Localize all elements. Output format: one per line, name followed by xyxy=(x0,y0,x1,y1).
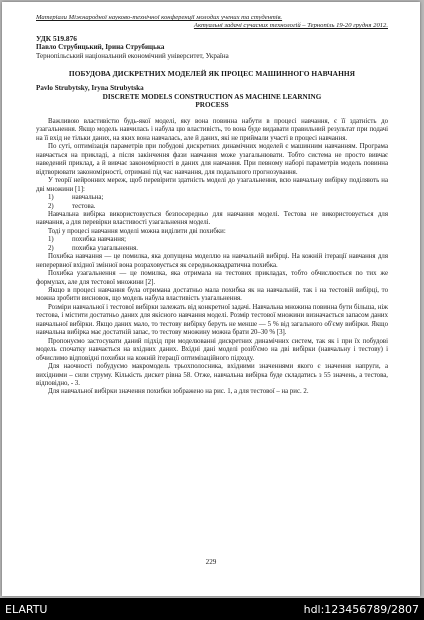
paragraph: По суті, оптимізація параметрів при побудові дискретних динамічних моделей є машинним навчанням. Програма навчається на прикладі, а після закінчення фази навчання може узагальнювати. Тобто система не просто вивчає наведений приклад, а й вивчає закономірності в даних для навчання. При певному наборі параметрів модель повинна відтворювати закономірності, отримані під час навчання, для подальшого прогнозування. xyxy=(36,143,388,176)
paragraph: Якщо в процесі навчання була отримана достатньо мала похибка як на навчальній, так і на тестовій вибірці, то можна зробити висновок, що модель набула властивість узагальнення. xyxy=(36,287,388,303)
authors-ukrainian: Павло Струбицький, Ірина Струбицька xyxy=(36,43,165,51)
paragraph: Для навчальної вибірки значення похибки зображено на рис. 1, а для тестової – на рис. 2. xyxy=(48,388,309,396)
list-text: похибка навчання; xyxy=(72,236,126,244)
header-line-2: Актуальні задачі сучасних технологій – Тернопіль 19-20 грудня 2012. xyxy=(193,22,388,29)
paragraph: Тоді у процесі навчання моделі можна виділити дві похибки: xyxy=(48,227,226,235)
title-ukrainian: ПОБУДОВА ДИСКРЕТНИХ МОДЕЛЕЙ ЯК ПРОЦЕС МАШИННОГО НАВЧАННЯ xyxy=(68,69,356,79)
paragraph: Для наочності побудуємо макромодель трьохполосника, вхідними значеннями якого є значення напруги, а вихідними – сили струму. Кількість дискет рівна 58. Отже, навчальна вибірка буде складатись з 55 значень, а тестова, відповідно, - 3. xyxy=(36,363,388,388)
paragraph: У теорії нейронних мереж, щоб перевірити здатність моделі до узагальнення, всю навчальну вибірку поділяють на дві множини [1]: xyxy=(36,177,388,193)
title-english-line-2: PROCESS xyxy=(195,101,229,110)
handle-identifier: hdl:123456789/2807 xyxy=(303,603,419,616)
body-text xyxy=(36,118,388,397)
conference-header xyxy=(36,14,388,30)
udk-code: УДК 519.876 xyxy=(36,34,77,43)
list-number: 2) xyxy=(48,244,54,252)
title-english-line-1: DISCRETE MODELS CONSTRUCTION AS MACHINE LEARNING xyxy=(102,92,322,101)
list-text: похибка узагальнення. xyxy=(72,244,138,252)
paragraph: Похибка узагальнення — це помилка, яка отримала на тестових прикладах, тобто обчислюється по тих же формулах, але для тестової множини [2]. xyxy=(36,270,388,286)
paragraph: Розміри навчальної і тестової вибірки залежать від конкретної задачі. Навчальна множина повинна бути більша, ніж тестова, і містити достатньо даних для якісного навчання моделі. Розмір тестової множини визначається запасом даних навчальної вибірки. Якщо даних мало, то тестову вибірку беруть не менше — 5 % від загального об'єму вибірки. Якщо навчальна вибірка має достатній запас, то тестову множину можна брати 20–30 % [3]. xyxy=(36,303,388,337)
paragraph: Пропонуємо застосувати даний підхід при моделюванні дискретних динамічних систем, так як і при їх побудові модель спочатку навчається на вхідних даних. Вхідні дані моделі розіб'ємо на дві вибірки (навчальну і тестову) і обчислимо відповідні похибки на кожній ітерації оптимізаційного підходу. xyxy=(36,337,388,362)
list-item xyxy=(36,245,388,253)
authors-english: Pavlo Strubytsky, Iryna Strubytska xyxy=(36,84,144,93)
repository-name: ELARTU xyxy=(5,603,48,616)
document-page xyxy=(2,2,420,596)
list-text: тестова. xyxy=(72,202,96,210)
list-item xyxy=(36,203,388,211)
paragraph: Похибка навчання — це помилка, яка допущена моделлю на навчальній вибірці. На кожній ітерації навчання для неперервної вхідної змінної вона розраховується як середньоквадратична похибка. xyxy=(36,253,388,269)
list-number: 2) xyxy=(48,202,54,210)
list-text: навчальна; xyxy=(72,194,104,202)
footer-bar xyxy=(0,598,424,620)
page-content xyxy=(36,14,388,397)
list-number: 1) xyxy=(48,194,54,202)
paragraph: Навчальна вибірка використовується безпосередньо для навчання моделі. Тестова не використовується для навчання, а для перевірки властивості узагальнення моделі. xyxy=(36,210,388,227)
list-item xyxy=(36,236,388,244)
title-english xyxy=(36,93,388,110)
page-number: 229 xyxy=(205,558,217,566)
affiliation: Тернопільський національний економічний університет, Україна xyxy=(36,51,229,60)
header-line-1: Матеріали Міжнародної науково-технічної конференції молодих учених та студентів. xyxy=(36,14,283,21)
list-item xyxy=(36,194,388,202)
paragraph: Важливою властивістю будь-якої моделі, яку вона повинна набути в процесі навчання, є її здатність до узагальнення. Якщо модель навчилась і набула цю властивість, то вона буде видавати правильний результат при подачі на її вхід не тільки даних, на яких вона навчалась, але й даних, які не приймали участі в процесі навчання. xyxy=(36,117,388,142)
list-number: 1) xyxy=(48,236,54,244)
